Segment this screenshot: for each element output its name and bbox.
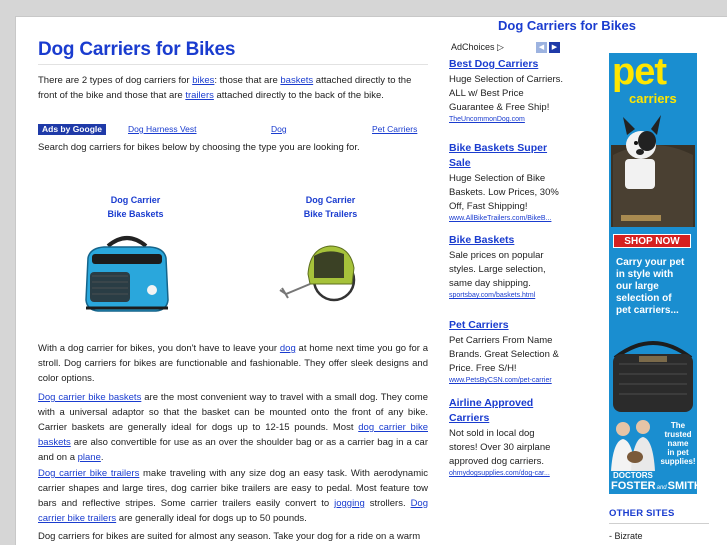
brand-smith: SMITH xyxy=(667,480,702,492)
paragraph-text: at home next time you go for a stroll. Dog carriers for bikes are functionable and fashionable. They offer sleek designs and color options. xyxy=(38,343,428,384)
brand-top: DOCTORS xyxy=(613,471,653,480)
ad-title[interactable]: Bike Baskets xyxy=(449,234,515,246)
ad-description: Pet Carriers From Name Brands. Great Selection & Price. Free S/H! xyxy=(449,335,559,374)
trailers-link[interactable]: trailers xyxy=(185,90,214,101)
brand-foster: FOSTER xyxy=(611,480,656,492)
intro-text: attached directly to the front of the bike and those that are xyxy=(38,75,412,101)
ad-link-dog-harness-vest[interactable]: Dog Harness Vest xyxy=(128,124,197,134)
other-site-bizrate[interactable]: - Bizrate xyxy=(609,531,643,541)
dog-carrier-bike-baskets-link[interactable]: Dog carrier bike baskets xyxy=(38,392,142,403)
paragraph-bike-baskets xyxy=(38,390,428,465)
adchoices-icon: ▷ xyxy=(497,42,504,52)
page-title: Dog Carriers for Bikes xyxy=(38,38,428,65)
category-bike-trailers-link[interactable] xyxy=(293,193,368,221)
ad-link-pet-carriers[interactable]: Pet Carriers xyxy=(372,124,418,134)
category-label: Dog Carrier xyxy=(305,195,356,205)
banner-copy-line: our large xyxy=(616,281,659,292)
banner-copy-line: in style with xyxy=(616,269,674,280)
adchoices-link[interactable] xyxy=(451,42,504,53)
ad-description: Huge Selection of Bike Baskets. Low Prices, 30% Off, Fast Shipping! xyxy=(449,173,559,212)
category-bike-baskets-link[interactable] xyxy=(98,193,173,221)
ad-link-dog[interactable]: Dog xyxy=(271,124,287,134)
intro-text: attached directly to the back of the bike. xyxy=(213,90,384,101)
banner-trusted-line: The xyxy=(670,421,686,430)
category-label: Bike Trailers xyxy=(303,209,358,219)
prev-ad-arrow-icon[interactable]: ◀ xyxy=(536,42,547,53)
brand-line xyxy=(611,480,702,493)
paragraph-seasons: Dog carriers for bikes are suited for almost any season. Take your dog for a ride on a warm xyxy=(38,531,421,542)
adchoices-label: AdChoices xyxy=(451,42,495,52)
paragraph-text: With a dog carrier for bikes, you don't have to leave your xyxy=(38,343,280,354)
ad-description: Not sold in local dog stores! Over 30 airplane approved dog carriers. xyxy=(449,428,551,467)
ad-title[interactable]: Best Dog Carriers xyxy=(449,58,539,70)
other-sites-heading: OTHER SITES xyxy=(609,508,709,524)
ads-by-google-label[interactable]: Ads by Google xyxy=(38,124,106,135)
drs-foster-smith-logo xyxy=(611,471,702,493)
ad-unit[interactable] xyxy=(449,141,564,224)
ad-url[interactable]: sportsbay.com/baskets.html xyxy=(449,292,536,299)
article xyxy=(38,38,428,103)
category-label: Bike Baskets xyxy=(107,209,164,219)
ad-title[interactable]: Pet Carriers xyxy=(449,319,509,331)
search-instructions: Search dog carriers for bikes below by choosing the type you are looking for. xyxy=(38,142,360,153)
pet-carriers-banner-ad[interactable] xyxy=(609,51,702,494)
other-sites xyxy=(609,508,709,541)
banner-trusted-line: in pet xyxy=(667,448,689,457)
plane-link[interactable]: plane xyxy=(77,452,101,463)
paragraph-text: make traveling with any size dog an easy task. With aerodynamic carrier shapes and large tires, dog carrier bike trailers are easy to pedal. Most feature tow bars and reflective stripes. Some carrier trailers easily convert to xyxy=(38,468,428,509)
brand-and: and xyxy=(656,485,667,491)
banner-copy xyxy=(616,257,684,317)
banner-copy-line: Carry your pet xyxy=(616,257,685,268)
bike-trailer-image[interactable] xyxy=(278,238,358,308)
intro-text: There are 2 types of dog carriers for xyxy=(38,75,193,86)
paragraph-text: are generally ideal for dogs up to 50 pounds. xyxy=(116,513,307,524)
ad-title[interactable]: Airline Approved Carriers xyxy=(449,397,534,424)
intro-paragraph xyxy=(38,73,428,103)
banner-copy-line: selection of xyxy=(616,293,672,304)
next-ad-arrow-icon[interactable]: ▶ xyxy=(549,42,560,53)
banner-trusted-line: supplies! xyxy=(660,457,696,466)
ad-url[interactable]: www.AllBikeTrailers.com/BikeB... xyxy=(449,215,552,222)
doctors-photo xyxy=(609,415,659,471)
ad-unit[interactable] xyxy=(449,57,564,125)
paragraph-text: are the most convenient way to travel with a small dog. They come with a universal adaptor so that the basket can be mounted onto the front of any bike. Carrier baskets are generally ideal for dogs up to 12-15 pounds. Most xyxy=(38,392,428,433)
ad-description: Huge Selection of Carriers. ALL w/ Best Price Guarantee & Free Ship! xyxy=(449,74,564,113)
paragraph-bike-trailers xyxy=(38,466,428,526)
dog-link[interactable]: dog xyxy=(279,343,296,354)
dog-carrier-bike-baskets-link-2[interactable]: dog carrier bike baskets xyxy=(38,422,428,448)
banner-logo-pet: pet xyxy=(612,51,666,93)
paragraph-text: are also convertible for use as an over the shoulder bag or as a carrier bag in a car and on a xyxy=(38,437,428,463)
ad-unit[interactable] xyxy=(449,396,564,479)
paragraph-intro-carriers xyxy=(38,341,428,386)
ad-title[interactable]: Bike Baskets Super Sale xyxy=(449,142,548,169)
bike-basket-image[interactable] xyxy=(78,228,176,318)
ads-link-bar xyxy=(38,124,428,135)
ad-url[interactable]: TheUncommonDog.com xyxy=(449,116,525,123)
ad-url[interactable]: ohmydogsupplies.com/dog-car... xyxy=(449,470,550,477)
banner-trusted-line: name xyxy=(667,439,689,448)
site-title-link[interactable]: Dog Carriers for Bikes xyxy=(498,18,636,33)
ad-unit[interactable] xyxy=(449,233,564,301)
bikes-link[interactable]: bikes xyxy=(192,75,215,86)
banner-trusted-copy xyxy=(659,421,697,466)
dog-carrier-bike-trailers-link[interactable]: Dog carrier bike trailers xyxy=(38,468,140,479)
paragraph-text: strollers. xyxy=(364,498,411,509)
baskets-link[interactable]: baskets xyxy=(280,75,314,86)
ad-url[interactable]: www.PetsByCSN.com/pet-carrier xyxy=(449,377,552,384)
banner-trusted-line: trusted xyxy=(664,430,692,439)
paragraph-text: . xyxy=(100,452,104,463)
ad-unit[interactable] xyxy=(449,318,564,386)
shop-now-button[interactable]: SHOP NOW xyxy=(613,234,691,248)
dog-in-carrier-photo xyxy=(611,105,695,227)
intro-text: : those that are xyxy=(214,75,281,86)
banner-logo-carriers: carriers xyxy=(629,91,677,106)
banner-copy-line: pet carriers... xyxy=(616,305,679,316)
dog-carrier-bike-trailers-link-2[interactable]: Dog carrier bike trailers xyxy=(38,498,428,524)
ad-description: Sale prices on popular styles. Large selection, same day shipping. xyxy=(449,250,546,289)
jogging-link[interactable]: jogging xyxy=(334,498,365,509)
category-label: Dog Carrier xyxy=(110,195,161,205)
dog-carrier-bag-photo xyxy=(609,328,697,416)
